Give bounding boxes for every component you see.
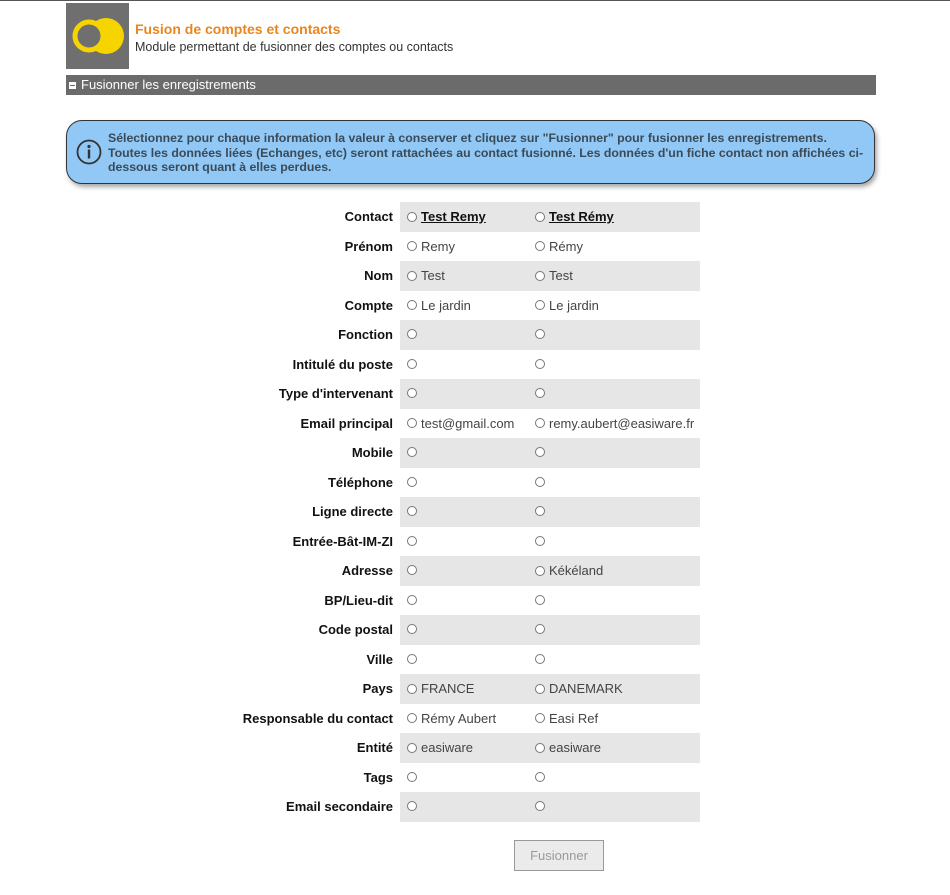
merge-option-1[interactable] bbox=[407, 477, 421, 487]
radio-button[interactable] bbox=[535, 329, 545, 339]
radio-button[interactable] bbox=[407, 447, 417, 457]
merge-option-1[interactable] bbox=[407, 772, 421, 782]
value-cell bbox=[535, 468, 700, 498]
radio-button[interactable] bbox=[535, 801, 545, 811]
value-cell bbox=[535, 792, 700, 822]
value-cell bbox=[400, 202, 535, 232]
radio-button[interactable] bbox=[535, 300, 545, 310]
table-row bbox=[66, 261, 700, 291]
option-value: remy.aubert@easiware.fr bbox=[549, 415, 695, 431]
option-value: Le jardin bbox=[421, 297, 471, 313]
radio-button[interactable] bbox=[535, 241, 545, 251]
radio-button[interactable] bbox=[407, 388, 417, 398]
merge-option-1[interactable] bbox=[407, 388, 421, 398]
info-icon bbox=[76, 139, 102, 165]
value-cell bbox=[535, 350, 700, 380]
value-cell bbox=[535, 763, 700, 793]
radio-button[interactable] bbox=[407, 300, 417, 310]
field-label: Type d'intervenant bbox=[278, 386, 393, 402]
table-row bbox=[66, 704, 700, 734]
merge-option-2[interactable] bbox=[535, 239, 583, 254]
merge-option-1[interactable] bbox=[407, 711, 496, 726]
merge-option-2[interactable] bbox=[535, 681, 623, 696]
merge-option-1[interactable] bbox=[407, 209, 486, 224]
merge-option-1[interactable] bbox=[407, 268, 445, 283]
radio-button[interactable] bbox=[535, 271, 545, 281]
value-cell bbox=[535, 291, 700, 321]
radio-button[interactable] bbox=[407, 241, 417, 251]
option-value: Remy bbox=[421, 238, 455, 254]
value-cell bbox=[535, 438, 700, 468]
value-cell bbox=[535, 202, 700, 232]
option-value: DANEMARK bbox=[549, 681, 623, 696]
field-label: Adresse bbox=[341, 563, 393, 579]
merge-option-2[interactable] bbox=[535, 563, 603, 578]
radio-button[interactable] bbox=[407, 772, 417, 782]
module-title: Fusion de comptes et contacts bbox=[135, 21, 341, 37]
radio-button[interactable] bbox=[407, 477, 417, 487]
merge-option-1[interactable] bbox=[407, 565, 421, 575]
table-row bbox=[66, 320, 700, 350]
value-cell bbox=[400, 291, 535, 321]
field-label: Téléphone bbox=[327, 474, 393, 490]
field-label: Entrée-Bât-IM-ZI bbox=[292, 533, 393, 549]
option-value: Rémy bbox=[549, 238, 583, 254]
table-row bbox=[66, 350, 700, 380]
radio-button[interactable] bbox=[407, 536, 417, 546]
top-border bbox=[0, 0, 950, 1]
value-cell bbox=[535, 586, 700, 616]
value-cell bbox=[535, 704, 700, 734]
merge-option-1[interactable] bbox=[407, 506, 421, 516]
collapse-icon[interactable] bbox=[69, 82, 76, 89]
radio-button[interactable] bbox=[407, 506, 417, 516]
radio-button[interactable] bbox=[535, 624, 545, 634]
merge-option-2[interactable] bbox=[535, 624, 549, 634]
radio-button[interactable] bbox=[535, 447, 545, 457]
value-cell bbox=[400, 350, 535, 380]
table-row bbox=[66, 379, 700, 409]
radio-button[interactable] bbox=[407, 329, 417, 339]
table-row bbox=[66, 232, 700, 262]
merge-option-2[interactable] bbox=[535, 359, 549, 369]
value-cell bbox=[400, 586, 535, 616]
section-title: Fusionner les enregistrements bbox=[81, 77, 256, 92]
merge-option-1[interactable] bbox=[407, 329, 421, 339]
field-label: Ligne directe bbox=[312, 504, 393, 520]
field-label: Code postal bbox=[318, 622, 393, 638]
module-subtitle: Module permettant de fusionner des comptes ou contacts bbox=[135, 40, 454, 54]
field-label: Contact bbox=[344, 209, 393, 225]
radio-button[interactable] bbox=[407, 684, 417, 694]
value-cell bbox=[535, 674, 700, 704]
radio-button[interactable] bbox=[407, 212, 417, 222]
value-cell bbox=[400, 615, 535, 645]
radio-button[interactable] bbox=[407, 654, 417, 664]
table-row bbox=[66, 615, 700, 645]
value-cell bbox=[400, 704, 535, 734]
merge-option-1[interactable] bbox=[407, 740, 473, 755]
option-value: test@gmail.com bbox=[421, 415, 515, 431]
table-row bbox=[66, 586, 700, 616]
value-cell bbox=[400, 468, 535, 498]
field-label: Ville bbox=[366, 651, 393, 667]
merge-option-2[interactable] bbox=[535, 477, 549, 487]
radio-button[interactable] bbox=[407, 359, 417, 369]
section-header[interactable] bbox=[66, 75, 876, 95]
radio-button[interactable] bbox=[407, 271, 417, 281]
merge-option-1[interactable] bbox=[407, 624, 421, 634]
field-label: Responsable du contact bbox=[242, 710, 393, 726]
merge-option-1[interactable] bbox=[407, 654, 421, 664]
merge-option-2[interactable] bbox=[535, 388, 549, 398]
value-cell bbox=[535, 409, 700, 439]
field-label: Tags bbox=[363, 769, 393, 785]
value-cell bbox=[400, 763, 535, 793]
module-logo bbox=[66, 3, 129, 69]
value-cell bbox=[400, 320, 535, 350]
value-cell bbox=[400, 792, 535, 822]
field-label: Nom bbox=[364, 268, 393, 284]
value-cell bbox=[535, 645, 700, 675]
radio-button[interactable] bbox=[535, 713, 545, 723]
merge-option-2[interactable] bbox=[535, 506, 549, 516]
table-row bbox=[66, 202, 700, 232]
value-cell bbox=[535, 733, 700, 763]
merge-option-2[interactable] bbox=[535, 801, 549, 811]
value-cell bbox=[535, 379, 700, 409]
radio-button[interactable] bbox=[535, 388, 545, 398]
table-row bbox=[66, 645, 700, 675]
value-cell bbox=[535, 556, 700, 586]
radio-button[interactable] bbox=[535, 595, 545, 605]
radio-button[interactable] bbox=[535, 772, 545, 782]
table-row bbox=[66, 763, 700, 793]
merge-option-1[interactable] bbox=[407, 416, 514, 431]
table-row bbox=[66, 792, 700, 822]
merge-option-1[interactable] bbox=[407, 239, 455, 254]
radio-button[interactable] bbox=[535, 684, 545, 694]
table-row bbox=[66, 733, 700, 763]
info-message: Sélectionnez pour chaque information la valeur à conserver et cliquez sur "Fusionner" pour fusionner les enregistrements. Toutes les données liées (Echanges, etc) seront rattachées au contact fusionné. Les données d'un fiche contact non affichées ci-dessous seront quant à elles perdues. bbox=[108, 131, 864, 174]
field-label: Email secondaire bbox=[286, 799, 393, 815]
value-cell bbox=[400, 556, 535, 586]
radio-button[interactable] bbox=[535, 212, 545, 222]
value-cell bbox=[535, 497, 700, 527]
field-label: Compte bbox=[344, 297, 393, 313]
value-cell bbox=[400, 409, 535, 439]
merge-option-1[interactable] bbox=[407, 298, 471, 313]
merge-table bbox=[66, 202, 700, 822]
radio-button[interactable] bbox=[535, 359, 545, 369]
field-label: Pays bbox=[362, 681, 393, 697]
value-cell bbox=[400, 438, 535, 468]
value-cell bbox=[400, 497, 535, 527]
merge-option-1[interactable] bbox=[407, 681, 474, 696]
merge-option-2[interactable] bbox=[535, 416, 694, 431]
merge-option-2[interactable] bbox=[535, 536, 549, 546]
field-label: Intitulé du poste bbox=[292, 356, 393, 372]
merge-option-2[interactable] bbox=[535, 209, 614, 224]
merge-option-1[interactable] bbox=[407, 359, 421, 369]
merge-option-1[interactable] bbox=[407, 447, 421, 457]
field-label: Entité bbox=[356, 740, 393, 756]
option-value: Kékéland bbox=[549, 563, 604, 578]
option-value: Rémy Aubert bbox=[421, 710, 497, 726]
table-row bbox=[66, 556, 700, 586]
value-cell bbox=[535, 527, 700, 557]
value-cell bbox=[400, 261, 535, 291]
radio-button[interactable] bbox=[407, 713, 417, 723]
option-value: Le jardin bbox=[549, 297, 599, 313]
option-value: easiware bbox=[549, 740, 602, 755]
radio-button[interactable] bbox=[407, 624, 417, 634]
table-row bbox=[66, 497, 700, 527]
merge-option-2[interactable] bbox=[535, 329, 549, 339]
field-label: Email principal bbox=[300, 415, 393, 431]
radio-button[interactable] bbox=[407, 565, 417, 575]
merge-option-2[interactable] bbox=[535, 595, 549, 605]
table-row bbox=[66, 468, 700, 498]
table-row bbox=[66, 409, 700, 439]
merge-option-2[interactable] bbox=[535, 772, 549, 782]
option-value[interactable]: Test Remy bbox=[421, 209, 486, 224]
value-cell bbox=[400, 232, 535, 262]
radio-button[interactable] bbox=[535, 536, 545, 546]
table-row bbox=[66, 291, 700, 321]
radio-button[interactable] bbox=[407, 743, 417, 753]
option-value: Test bbox=[421, 268, 445, 283]
merge-option-2[interactable] bbox=[535, 711, 598, 726]
radio-button[interactable] bbox=[535, 506, 545, 516]
field-label: Fonction bbox=[338, 327, 393, 343]
table-row bbox=[66, 527, 700, 557]
two-circles-logo-icon bbox=[66, 3, 129, 69]
table-row bbox=[66, 674, 700, 704]
value-cell bbox=[400, 527, 535, 557]
merge-button[interactable]: Fusionner bbox=[514, 840, 604, 871]
radio-button[interactable] bbox=[535, 566, 545, 576]
merge-option-2[interactable] bbox=[535, 447, 549, 457]
option-value: easiware bbox=[421, 740, 474, 755]
value-cell bbox=[535, 320, 700, 350]
value-cell bbox=[400, 379, 535, 409]
option-value[interactable]: Test Rémy bbox=[549, 209, 614, 224]
radio-button[interactable] bbox=[535, 654, 545, 664]
option-value: Easi Ref bbox=[549, 710, 599, 726]
value-cell bbox=[400, 733, 535, 763]
value-cell bbox=[400, 645, 535, 675]
merge-option-2[interactable] bbox=[535, 740, 601, 755]
radio-button[interactable] bbox=[407, 418, 417, 428]
radio-button[interactable] bbox=[407, 595, 417, 605]
info-banner bbox=[66, 120, 875, 184]
table-row bbox=[66, 438, 700, 468]
merge-option-1[interactable] bbox=[407, 536, 421, 546]
merge-option-2[interactable] bbox=[535, 654, 549, 664]
radio-button[interactable] bbox=[535, 418, 545, 428]
merge-option-1[interactable] bbox=[407, 595, 421, 605]
option-value: Test bbox=[549, 268, 573, 283]
merge-option-1[interactable] bbox=[407, 801, 421, 811]
radio-button[interactable] bbox=[535, 743, 545, 753]
field-label: Mobile bbox=[351, 445, 393, 461]
field-label: BP/Lieu-dit bbox=[324, 592, 393, 608]
merge-option-2[interactable] bbox=[535, 268, 573, 283]
field-label: Prénom bbox=[344, 238, 393, 254]
value-cell bbox=[535, 232, 700, 262]
radio-button[interactable] bbox=[535, 477, 545, 487]
option-value: FRANCE bbox=[421, 681, 475, 696]
radio-button[interactable] bbox=[407, 801, 417, 811]
merge-option-2[interactable] bbox=[535, 298, 599, 313]
value-cell bbox=[535, 261, 700, 291]
value-cell bbox=[535, 615, 700, 645]
value-cell bbox=[400, 674, 535, 704]
